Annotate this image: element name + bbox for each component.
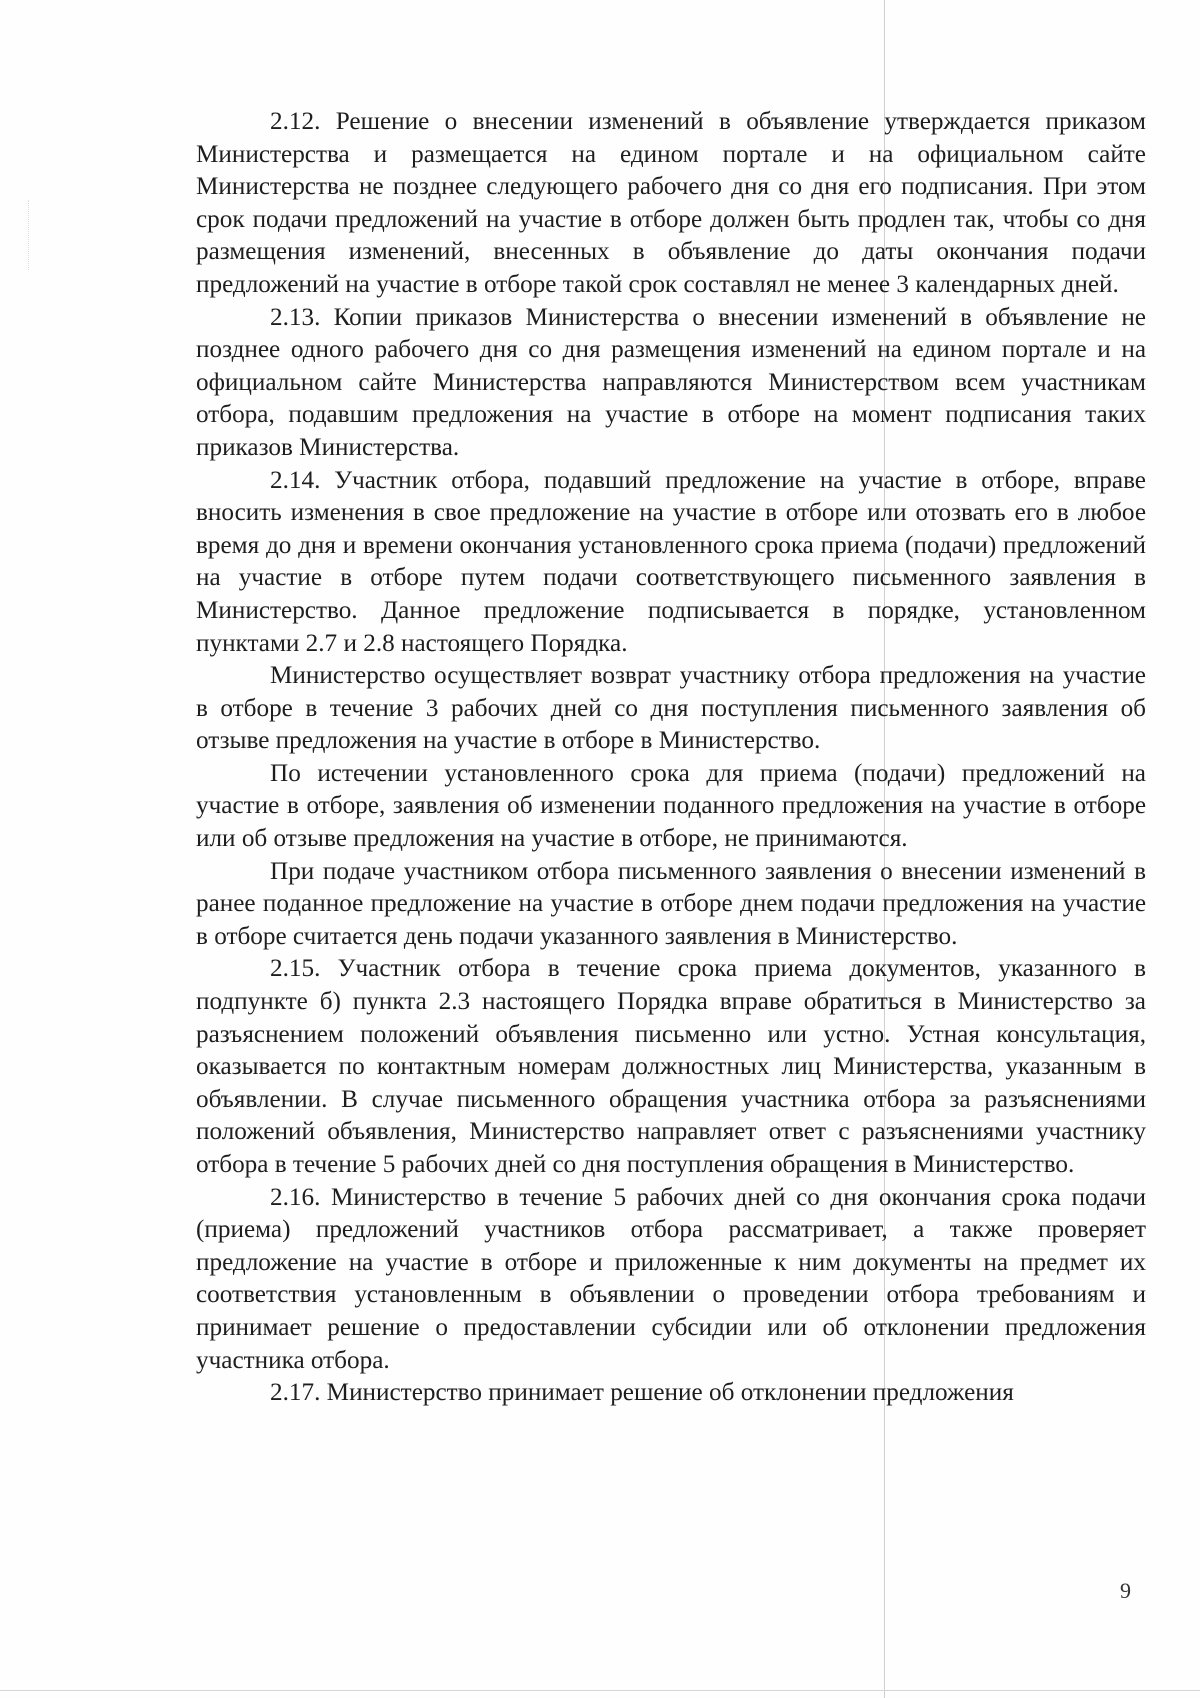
scan-bottom-edge (0, 1690, 1200, 1691)
page-number: 9 (1120, 1578, 1131, 1603)
paragraph-2-14: 2.14. Участник отбора, подавший предложение на участие в отборе, вправе вносить изменения в свое предложение на участие в отборе или отозвать его в любое время до дня и времени окончания установленного срока приема (подачи) предложений на участие в отборе путем подачи соответствующего письменного заявления в Министерство. Данное предложение подписывается в порядке, установленном пунктами 2.7 и 2.8 настоящего Порядка. (196, 466, 1146, 657)
paragraph-2-12: 2.12. Решение о внесении изменений в объявление утверждается приказом Министерства и размещается на едином портале и на официальном сайте Министерства не позднее следующего рабочего дня со дня его подписания. При этом срок подачи предложений на участие в отборе должен быть продлен так, чтобы со дня размещения изменений, внесенных в объявление до даты окончания подачи предложений на участие в отборе такой срок составлял не менее 3 календарных дней. (196, 108, 1146, 298)
paragraph-2-13: 2.13. Копии приказов Министерства о внесении изменений в объявление не позднее одного рабочего дня со дня размещения изменений на едином портале и на официальном сайте Министерства направляются Министерством всем участникам отбора, подавшим предложения на участие в отборе на момент подписания таких приказов Министерства. (196, 303, 1146, 461)
paragraph-deadline-expiry: По истечении установленного срока для приема (подачи) предложений на участие в отборе, заявления об изменении поданного предложения на участие в отборе или об отзыве предложения на участие в отборе, не принимаются. (196, 759, 1146, 853)
document-body (196, 106, 1146, 1410)
paragraph-2-16: 2.16. Министерство в течение 5 рабочих дней со дня окончания срока подачи (приема) предложений участников отбора рассматривает, а также проверяет предложение на участие в отборе и приложенные к ним документы на предмет их соответствия установленным в объявлении о проведении отбора требованиям и принимает решение о предоставлении субсидии или об отклонении предложения участника отбора. (196, 1183, 1146, 1374)
paragraph-return-proposal: Министерство осуществляет возврат участнику отбора предложения на участие в отборе в течение 3 рабочих дней со дня поступления письменного заявления об отзыве предложения на участие в отборе в Министерство. (196, 662, 1146, 755)
paragraph-2-15: 2.15. Участник отбора в течение срока приема документов, указанного в подпункте б) пункта 2.3 настоящего Порядка вправе обратиться в Министерство за разъяснением положений объявления письменно или устно. Устная консультация, оказывается по контактным номерам должностных лиц Министерства, указанным в объявлении. В случае письменного обращения участника отбора за разъяснениями положений объявления, Министерство направляет ответ с разъяснениями участнику отбора в течение 5 рабочих дней со дня поступления обращения в Министерство. (196, 955, 1146, 1178)
paragraph-submission-day: При подаче участником отбора письменного заявления о внесении изменений в ранее поданное предложение на участие в отборе днем подачи предложения на участие в отборе считается день подачи указанного заявления в Министерство. (196, 857, 1146, 950)
scan-margin-specks (28, 200, 31, 270)
paragraph-2-17: 2.17. Министерство принимает решение об отклонении предложения (270, 1379, 1014, 1407)
